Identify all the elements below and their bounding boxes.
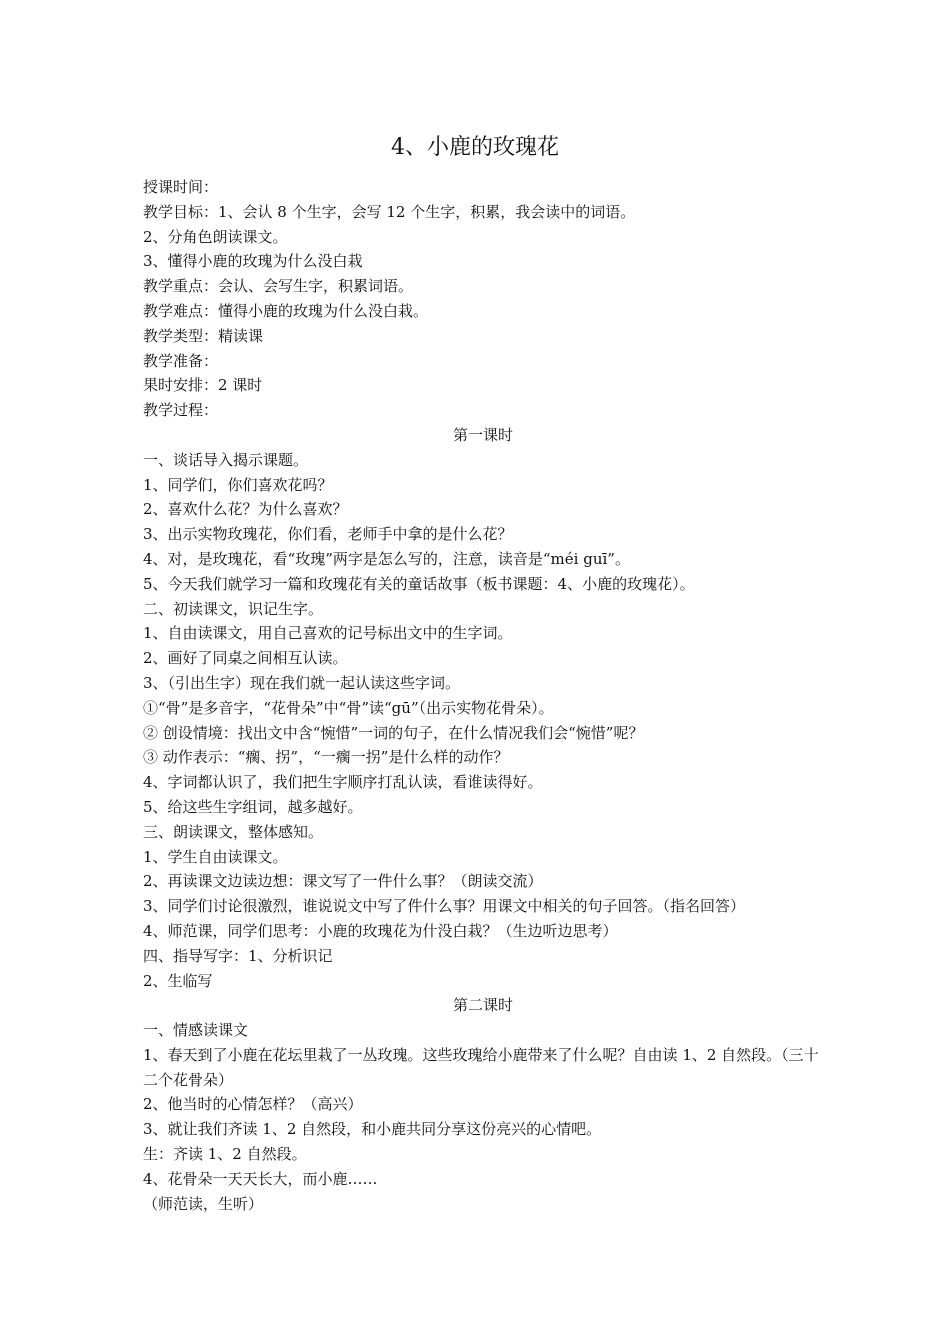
text-line: ③ 动作表示：“瘸、拐”，“一瘸一拐”是什么样的动作？ bbox=[143, 748, 509, 767]
text-line: 1、学生自由读课文。 bbox=[143, 847, 288, 866]
text-line: 4、师范课，同学们思考：小鹿的玫瑰花为什没白栽？（生边听边思考） bbox=[143, 921, 618, 940]
text-line: 教学重点：会认、会写生字，积累词语。 bbox=[143, 277, 414, 296]
text-line: 教学过程： bbox=[143, 401, 219, 420]
text-line: 2、画好了同桌之间相互认读。 bbox=[143, 649, 348, 668]
text-line: 5、今天我们就学习一篇和玫瑰花有关的童话故事（板书课题：4、小鹿的玫瑰花）。 bbox=[143, 574, 695, 593]
text-line: 教学准备： bbox=[143, 351, 219, 370]
text-line: 生：齐读 1、2 自然段。 bbox=[143, 1145, 307, 1164]
text-line: ①“骨”是多音字，“花骨朵”中“骨”读“gū”（出示实物花骨朵）。 bbox=[143, 698, 554, 717]
text-line: 3、（引出生字）现在我们就一起认读这些字词。 bbox=[143, 673, 461, 692]
text-line: 3、出示实物玫瑰花，你们看，老师手中拿的是什么花？ bbox=[143, 525, 513, 544]
text-line: 二、初读课文，识记生字。 bbox=[143, 599, 324, 618]
text-line: 3、就让我们齐读 1、2 自然段，和小鹿共同分享这份亮兴的心情吧。 bbox=[143, 1120, 602, 1139]
text-line: 教学类型：精读课 bbox=[143, 326, 264, 345]
text-line: 3、同学们讨论很激烈，谁说说文中写了件什么事？用课文中相关的句子回答。（指名回答） bbox=[143, 897, 746, 916]
text-line: 1、春天到了小鹿在花坛里栽了一丛玫瑰。这些玫瑰给小鹿带来了什么呢？自由读 1、2 自然段。（三十二个花骨朵） bbox=[143, 1045, 819, 1089]
text-line: 三、朗读课文，整体感知。 bbox=[143, 822, 324, 841]
text-line: 一、情感读课文 bbox=[143, 1021, 249, 1040]
text-line: 教学目标：1、会认 8 个生字，会写 12 个生字，积累，我会读中的词语。 bbox=[143, 202, 636, 221]
text-line: 2、喜欢什么花？为什么喜欢？ bbox=[143, 500, 348, 519]
text-line: 果时安排：2 课时 bbox=[143, 376, 263, 395]
text-line: 4、字词都认识了，我们把生字顺序打乱认读，看谁读得好。 bbox=[143, 773, 543, 792]
section-heading: 第一课时 bbox=[452, 425, 513, 444]
text-line: 4、花骨朵一天天长大，而小鹿…… bbox=[143, 1169, 378, 1188]
text-line: 1、自由读课文，用自己喜欢的记号标出文中的生字词。 bbox=[143, 624, 513, 643]
section-heading: 第二课时 bbox=[452, 996, 513, 1015]
document-title: 4、小鹿的玫瑰花 bbox=[391, 135, 559, 160]
text-line: 四、指导写字：1、分析识记 bbox=[143, 946, 333, 965]
text-line: 1、同学们，你们喜欢花吗？ bbox=[143, 475, 333, 494]
text-line: 一、谈话导入揭示课题。 bbox=[143, 450, 309, 469]
text-line: （师范读，生听） bbox=[143, 1194, 264, 1213]
text-line: 2、生临写 bbox=[143, 971, 213, 990]
text-line: 授课时间： bbox=[143, 178, 219, 196]
text-line: 教学难点：懂得小鹿的玫瑰为什么没白栽。 bbox=[143, 301, 429, 320]
text-line: 2、他当时的心情怎样？（高兴） bbox=[143, 1095, 363, 1114]
text-line: 5、给这些生字组词，越多越好。 bbox=[143, 797, 363, 816]
text-line: 2、分角色朗读课文。 bbox=[143, 227, 288, 246]
text-line: 2、再读课文边读边想：课文写了一件什么事？（朗读交流） bbox=[143, 872, 543, 891]
document-body bbox=[143, 175, 823, 1216]
text-line: ② 创设情境：找出文中含“惋惜”一词的句子，在什么情况我们会“惋惜”呢？ bbox=[143, 723, 644, 742]
text-line: 3、懂得小鹿的玫瑰为什么没白栽 bbox=[143, 252, 363, 271]
text-line: 4、对，是玫瑰花，看“玫瑰”两字是怎么写的，注意，读音是“méi guī”。 bbox=[143, 549, 630, 568]
